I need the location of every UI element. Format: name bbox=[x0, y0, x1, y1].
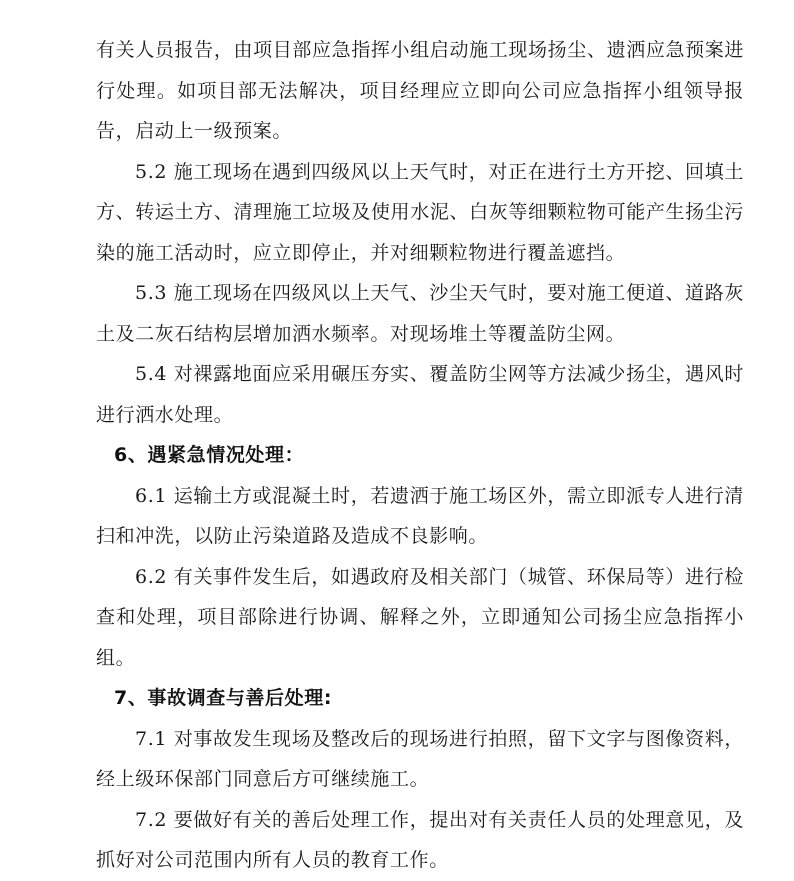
paragraph-5-2: 5.2 施工现场在遇到四级风以上天气时，对正在进行土方开挖、回填土方、转运土方、清理施工垃圾及使用水泥、白灰等细颗粒物可能产生扬尘污染的施工活动时，应立即停止，并对细颗粒物进行覆盖遮挡。 bbox=[96, 160, 744, 264]
paragraph-7-2: 7.2 要做好有关的善后处理工作，提出对有关责任人员的处理意见，及抓好对公司范围内所有人员的教育工作。 bbox=[96, 808, 744, 871]
paragraph-5-4: 5.4 对裸露地面应采用碾压夯实、覆盖防尘网等方法减少扬尘，遇风时进行洒水处理。 bbox=[96, 363, 744, 426]
paragraph-5-3: 5.3 施工现场在四级风以上天气、沙尘天气时，要对施工便道、道路灰土及二灰石结构层增加洒水频率。对现场堆土等覆盖防尘网。 bbox=[96, 282, 744, 345]
section-heading-6: 6、遇紧急情况处理： bbox=[114, 444, 305, 466]
paragraph-emergency-report: 有关人员报告，由项目部应急指挥小组启动施工现场扬尘、遗洒应急预案进行处理。如项目部无法解决，项目经理应立即向公司应急指挥小组领导报告，启动上一级预案。 bbox=[96, 39, 744, 142]
paragraph-6-1: 6.1 运输土方或混凝土时，若遗洒于施工场区外，需立即派专人进行清扫和冲洗，以防止污染道路及造成不良影响。 bbox=[96, 484, 744, 547]
section-heading-7: 7、事故调查与善后处理: bbox=[114, 687, 333, 709]
paragraph-6-2: 6.2 有关事件发生后，如遇政府及相关部门（城管、环保局等）进行检查和处理，项目部除进行协调、解释之外，立即通知公司扬尘应急指挥小组。 bbox=[96, 565, 744, 669]
document-body bbox=[96, 30, 744, 881]
paragraph-7-1: 7.1 对事故发生现场及整改后的现场进行拍照，留下文字与图像资料，经上级环保部门同意后方可继续施工。 bbox=[96, 727, 744, 790]
